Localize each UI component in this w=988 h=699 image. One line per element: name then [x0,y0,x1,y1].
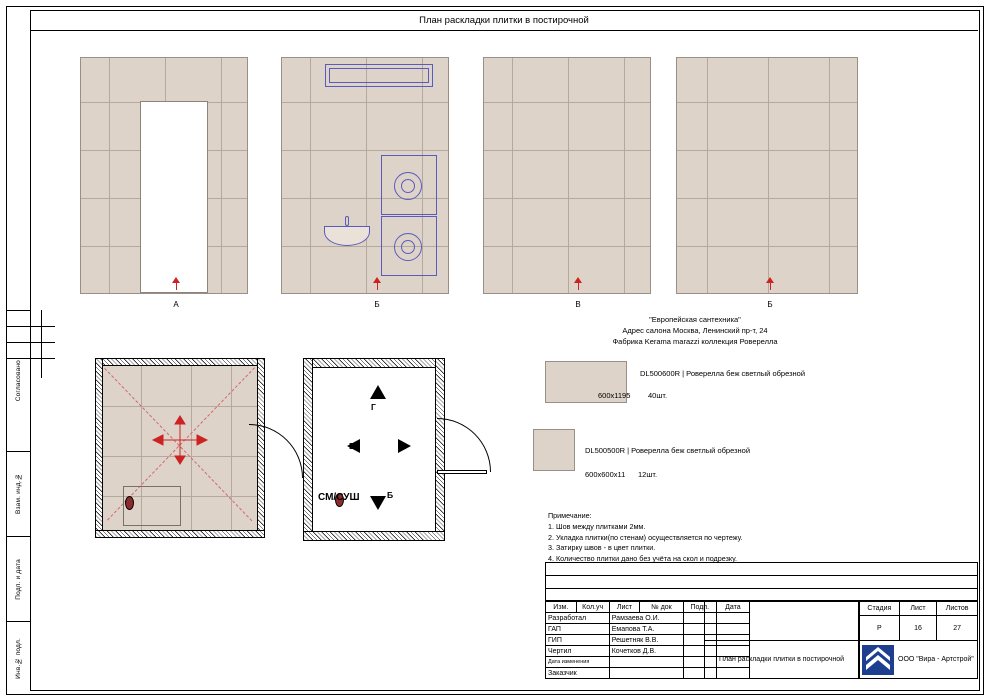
tb-role-2: ГИП [546,635,610,646]
salon-line-2: Адрес салона Москва, Ленинский пр-т, 24 [622,325,768,335]
stamp-label-vzam: Взам. инд.№ [15,473,22,515]
elevation-b2-marker-arrow [766,277,774,283]
legend-size-1: 600х1195 [598,391,631,400]
notes-line-1: 1. Шов между плитками 2мм. [548,521,646,531]
plan2-label-g: Г [371,402,376,412]
drawing-title-cell [704,640,859,679]
legend-swatch-2 [533,429,575,471]
elevation-b1-cabinet-inner [329,68,429,83]
tb-h-ndok: № док [640,602,683,613]
stage-h-stadia: Стадия [860,602,900,616]
company-name: ООО "Вира - Артстрой" [898,656,974,663]
elevation-b1-marker-stem [377,282,378,290]
left-grid-col [41,310,42,378]
sheet-title [30,10,978,31]
drawing-title-text: План раскладки плитки в постирочной [718,656,845,663]
tb-name-4 [609,657,683,668]
plan2-label-b: Б [387,490,394,500]
stage-v-listov: 27 [937,616,978,641]
stamp-label-podp: Подп. и дата [15,558,22,600]
salon-info [545,315,845,348]
elevation-b1-marker-arrow [373,277,381,283]
plan2-label-v: В [349,441,356,451]
tb-name-1: Емапова Т.А. [609,624,683,635]
elevation-b2-marker-stem [770,282,771,290]
tb-role-4: Дата изменения [546,657,610,668]
tb-role-0: Разработал [546,613,610,624]
notes-line-3: 3. Затирку швов - в цвет плитки. [548,543,656,553]
tb-name-5 [609,668,683,679]
sheet-title-text: План раскладки плитки в постирочной [419,14,589,26]
tb-role-3: Чертил [546,646,610,657]
notes-title: Примечание: [548,511,592,520]
notes-block [548,511,878,565]
legend-qty-1: 40шт. [648,391,668,400]
elevation-b2-label: Б [767,300,773,309]
tb-name-2: Решетняк В.В. [609,635,683,646]
elevation-v-marker-arrow [574,277,582,283]
elevation-v-marker-stem [578,282,579,290]
elevation-v-tiles [483,57,651,294]
stamp-label-inv: Инв.№ подл. [15,637,22,679]
elevation-a-marker-stem [176,282,177,290]
salon-line-1: "Европейская сантехника" [649,315,741,324]
tb-h-data: Дата [716,602,749,613]
stage-v-list: 16 [899,616,937,641]
elevation-b1-label: Б [374,300,380,309]
elevation-a-doorway [140,101,208,293]
left-grid-line-2 [6,342,55,343]
stage-header-row [860,602,978,616]
stage-v-stadia: Р [860,616,900,641]
salon-line-3: Фабрика Kerama marazzi коллекция Роверелла [612,336,778,346]
elevation-a-marker-arrow [172,277,180,283]
stamp-cell-vzam [6,451,31,536]
tb-h-kol: Кол.уч [576,602,609,613]
stamp-cell-inv [6,621,31,694]
stage-value-row [860,616,978,641]
legend-size-2: 600х600х11 [585,470,626,479]
elevation-v-label: В [575,300,581,309]
legend-code-2: DL500500R | Роверелла беж светлый обрезной [585,446,751,455]
tile-grid-b2 [677,58,857,293]
plan2-direction-arrows [303,358,448,543]
tb-role-1: ГАП [546,624,610,635]
elevation-a-label: А [173,300,179,309]
stage-h-listov: Листов [937,602,978,616]
elevation-b1-washer-door-inner [401,179,415,193]
stage-h-list: Лист [899,602,937,616]
company-logo-icon [862,645,894,675]
stamp-cell-podp [6,536,31,621]
elevation-b2-tiles [676,57,858,294]
tb-h-podp: Подп. [683,602,716,613]
stamp-cell-soglasovano [6,311,31,451]
stamp-label-soglasovano: Согласовано [15,360,22,402]
notes-line-2: 2. Укладка плитки(по стенам) осуществляется по чертежу. [548,532,743,542]
tb-name-3: Кочетков Д.В. [609,646,683,657]
plan2-label-a: А [400,441,407,451]
left-grid-line-1 [6,326,55,327]
tb-h-izm: Изм. [546,602,577,613]
notes-line-4: 4. Количество плитки дано без учёта на скол и подрезку. [548,554,737,564]
stage-table [859,601,978,641]
left-stamp-column [6,310,31,694]
tb-h-list: Лист [609,602,640,613]
legend-qty-2: 12шт. [638,470,658,479]
left-grid-line-3 [6,358,55,359]
tb-name-0: Рамзаева О.И. [609,613,683,624]
elevation-b1-dryer-door-inner [401,240,415,254]
plan1-direction-arrows [95,358,270,543]
elevation-b1-faucet [345,216,349,226]
plan2-label-machine: СМ/СУШ [318,492,360,503]
legend-code-1: DL500600R | Роверелла беж светлый обрезной [640,369,806,378]
revision-grid [545,562,978,601]
tile-grid-v [484,58,650,293]
tb-role-5: Заказчик [546,668,610,679]
